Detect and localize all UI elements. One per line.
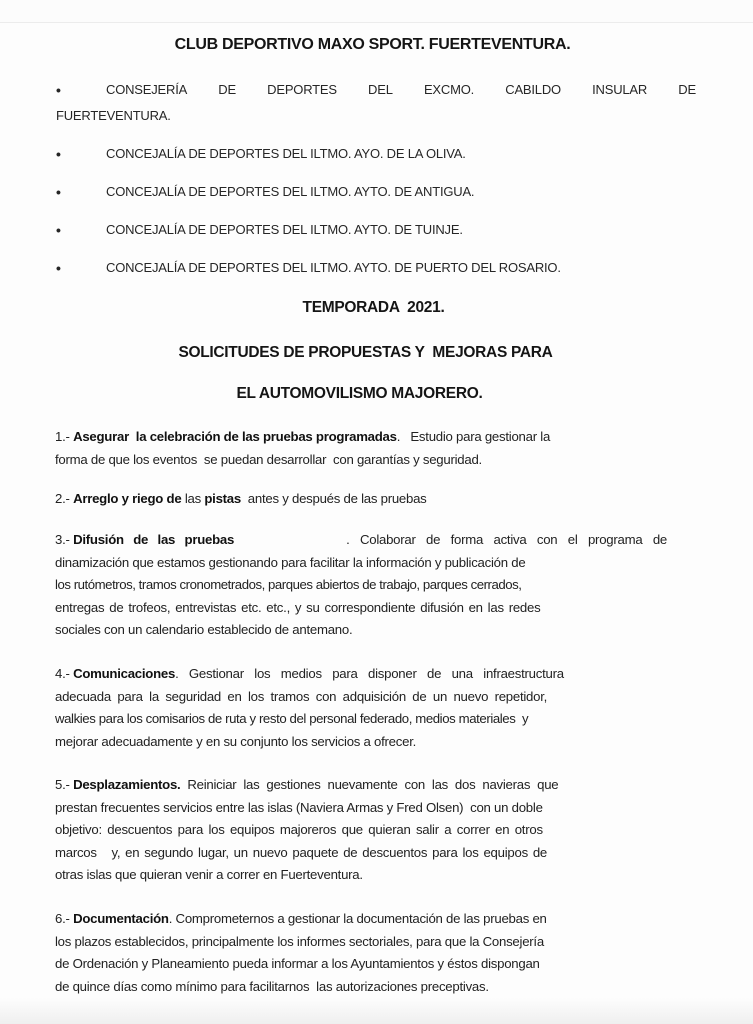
recipient-text: CONCEJALÍA DE DEPORTES DEL ILTMO. AYTO. DE TUINJE. (106, 222, 463, 237)
document-title: CLUB DEPORTIVO MAXO SPORT. FUERTEVENTURA. (174, 36, 571, 53)
item-number: 1.- (55, 429, 74, 444)
item-text: entregas de trofeos, entrevistas etc. etc., y su correspondiente difusión en las redes (55, 599, 541, 615)
proposal-item-6 (55, 908, 667, 998)
item-heading: Arreglo y riego de (73, 491, 182, 506)
item-text: sociales con un calendario establecido de antemano. (55, 622, 353, 637)
item-text: antes y después de las pruebas (240, 491, 427, 506)
item-text: . Estudio para gestionar la (396, 429, 551, 444)
bullet-icon: • (56, 82, 61, 98)
recipient-text: CONCEJALÍA DE DEPORTES DEL ILTMO. AYTO. DE ANTIGUA. (106, 184, 475, 199)
season-heading: TEMPORADA 2021. (302, 299, 445, 316)
item-text: objetivo: descuentos para los equipos majoreros que quieran salir a correr en otros (55, 822, 543, 837)
recipient-text: CONSEJERÍA DE DEPORTES DEL EXCMO. CABILDO INSULAR DE (106, 82, 696, 97)
item-text: mejorar adecuadamente y en su conjunto los servicios a ofrecer. (55, 733, 417, 749)
item-number: 4.- (55, 666, 74, 681)
subtitle-line-2: EL AUTOMOVILISMO MAJORERO. (236, 385, 483, 402)
item-heading: Asegurar la celebración de las pruebas programadas (73, 429, 397, 444)
item-heading: Documentación (73, 911, 169, 926)
bullet-icon: • (56, 184, 61, 200)
item-heading: Comunicaciones (73, 666, 176, 681)
item-heading-2: pistas (204, 491, 241, 506)
item-text: marcos y, en segundo lugar, un nuevo paquete de descuentos para los equipos de (55, 844, 548, 860)
item-heading: Desplazamientos. (73, 777, 181, 792)
item-text: los rutómetros, tramos cronometrados, parques abiertos de trabajo, parques cerrados, (55, 577, 522, 592)
proposal-item-1 (55, 426, 667, 471)
item-text: de quince días como mínimo para facilitarnos las autorizaciones preceptivas. (55, 978, 489, 994)
recipient-text: CONCEJALÍA DE DEPORTES DEL ILTMO. AYO. DE LA OLIVA. (106, 146, 466, 161)
item-text: de Ordenación y Planeamiento pueda informar a los Ayuntamientos y éstos dispongan (55, 956, 540, 971)
item-text: adecuada para la seguridad en los tramos con adquisición de un nuevo repetidor, (55, 688, 548, 704)
proposal-item-5 (55, 774, 667, 887)
item-text: prestan frecuentes servicios entre las islas (Naviera Armas y Fred Olsen) con un doble (55, 799, 543, 815)
item-text: dinamización que estamos gestionando para facilitar la información y publicación de (55, 554, 526, 570)
item-text: otras islas que quieran venir a correr en Fuerteventura. (55, 867, 363, 882)
item-text: las (181, 491, 205, 506)
bullet-icon: • (56, 146, 61, 162)
proposal-item-4 (55, 663, 667, 753)
bottom-edge-shadow (0, 998, 753, 1024)
item-text: . Comprometernos a gestionar la documentación de las pruebas en (168, 911, 547, 926)
item-text: walkies para los comisarios de ruta y resto del personal federado, medios materiales y (55, 711, 529, 726)
item-text: forma de que los eventos se puedan desarrollar con garantías y seguridad. (55, 451, 482, 467)
item-number: 3.- (55, 532, 74, 547)
recipient-text: CONCEJALÍA DE DEPORTES DEL ILTMO. AYTO. DE PUERTO DEL ROSARIO. (106, 260, 561, 275)
recipient-text-continuation: FUERTEVENTURA. (56, 108, 171, 123)
subtitle-line-1: SOLICITUDES DE PROPUESTAS Y MEJORAS PARA (178, 344, 553, 361)
bullet-icon: • (56, 222, 61, 238)
item-number: 2.- (55, 491, 74, 506)
item-text: . Colaborar de forma activa con el programa de (346, 532, 667, 547)
item-text: Reiniciar las gestiones nuevamente con las dos navieras que (180, 777, 559, 792)
bullet-icon: • (56, 260, 61, 276)
item-text: los plazos establecidos, principalmente los informes sectoriales, para que la Consejería (55, 933, 544, 949)
item-number: 6.- (55, 911, 74, 926)
item-text: . Gestionar los medios para disponer de una infraestructura (175, 666, 564, 681)
item-number: 5.- (55, 777, 74, 792)
item-heading: Difusión de las pruebas (73, 532, 235, 547)
proposal-item-2 (55, 488, 667, 511)
proposal-item-3 (55, 529, 667, 642)
